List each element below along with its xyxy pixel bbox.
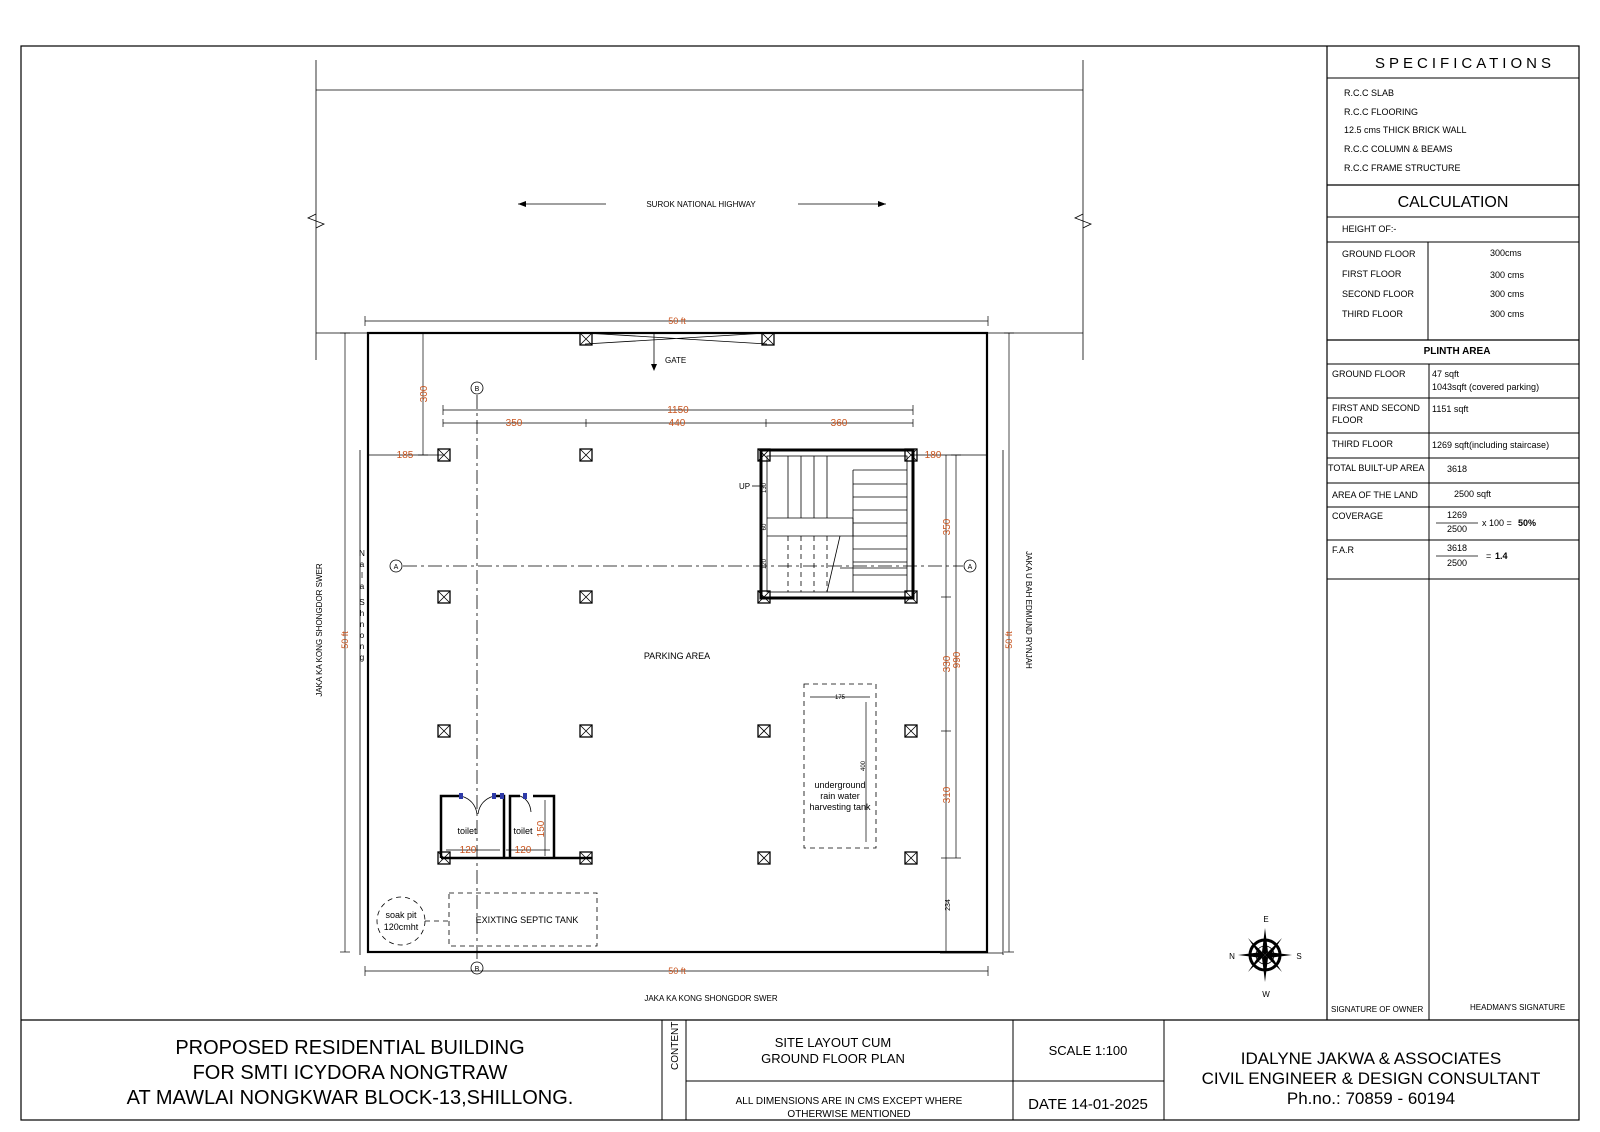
plinth-first-second-label: FLOOR [1332, 415, 1364, 425]
compass-label: S [1296, 952, 1302, 961]
project-title-line: FOR SMTI ICYDORA NONGTRAW [192, 1062, 508, 1084]
column [580, 591, 592, 603]
coverage-denominator: 2500 [1446, 524, 1468, 534]
plinth-first-second-value: 1151 sqft [1432, 404, 1469, 414]
dim-label: 185 [396, 450, 414, 461]
toilets [441, 793, 592, 858]
coverage-result: 50% [1518, 518, 1537, 528]
plinth-land-value: 2500 sqft [1454, 489, 1492, 499]
plinth-ground-value: 1043sqft (covered parking) [1432, 382, 1540, 392]
gate-symbol [585, 333, 767, 344]
nala-letter: o [359, 631, 365, 640]
gate-label: GATE [665, 356, 687, 365]
dim-label: 175 [834, 695, 846, 701]
dim-label: 130 [762, 482, 768, 494]
column [438, 725, 450, 737]
far-numerator: 3618 [1446, 543, 1468, 553]
nala-letter: n [359, 620, 365, 629]
dim-label: 400 [861, 760, 867, 772]
dim-label: 50 ft [668, 316, 686, 326]
plinth-total-value: 3618 [1447, 464, 1468, 474]
height-label: HEIGHT OF:- [1342, 224, 1397, 234]
dim-label: 350 [505, 418, 523, 429]
dim-label: 60 [762, 523, 768, 531]
column [580, 333, 592, 345]
headman-signature-label: HEADMAN'S SIGNATURE [1470, 1003, 1566, 1012]
soak-pit [377, 897, 449, 945]
highway-label: SUROK NATIONAL HIGHWAY [646, 200, 756, 209]
height-value: 300 cms [1490, 270, 1525, 280]
toilet-label: toilet [457, 826, 477, 836]
dim-label: 120 [459, 845, 477, 856]
dimension-bottom-50ft [365, 966, 988, 976]
sheet-content-line: GROUND FLOOR PLAN [761, 1051, 905, 1066]
coverage-multiplier: x 100 = [1482, 518, 1512, 528]
spec-item: R.C.C COLUMN & BEAMS [1344, 144, 1453, 154]
nala-shnong-label [359, 549, 365, 662]
height-value: 300 cms [1490, 309, 1525, 319]
dim-label: 440 [668, 418, 686, 429]
dimension-left-50ft [340, 333, 350, 952]
stair-up-label: UP [739, 482, 751, 491]
dim-label: 990 [952, 651, 963, 669]
spec-item: R.C.C FRAME STRUCTURE [1344, 163, 1461, 173]
height-floor: FIRST FLOOR [1342, 269, 1402, 279]
nala-letter: h [359, 609, 365, 618]
dim-label: 50 ft [668, 966, 686, 976]
firm-role: CIVIL ENGINEER & DESIGN CONSULTANT [1201, 1069, 1541, 1088]
plinth-third-label: THIRD FLOOR [1332, 439, 1394, 449]
nala-letter: l [361, 571, 363, 580]
dimension-top-50ft [365, 316, 988, 326]
grid-bubble-b: B [474, 386, 480, 393]
septic-tank [449, 893, 597, 946]
height-floor: SECOND FLOOR [1342, 289, 1415, 299]
specifications-title: SPECIFICATIONS [1375, 55, 1555, 72]
height-floor: GROUND FLOOR [1342, 249, 1416, 259]
plinth-ground-label: GROUND FLOOR [1332, 369, 1406, 379]
plinth-ground-value: 47 sqft [1432, 369, 1460, 379]
height-floor: THIRD FLOOR [1342, 309, 1404, 319]
column [905, 725, 917, 737]
nala-letter: n [359, 642, 365, 651]
sheet-content-line: SITE LAYOUT CUM [774, 1035, 892, 1050]
nala-letter: N [359, 549, 365, 558]
parking-area-label: PARKING AREA [643, 651, 711, 661]
firm-phone: Ph.no.: 70859 - 60194 [1286, 1089, 1456, 1108]
spec-item: R.C.C FLOORING [1344, 107, 1419, 117]
coverage-numerator: 1269 [1446, 510, 1468, 520]
sheet-border [21, 46, 1579, 1120]
nala-letter: a [359, 560, 365, 569]
column [905, 852, 917, 864]
grid-bubble-b: B [474, 966, 480, 973]
dimensions-note: OTHERWISE MENTIONED [787, 1109, 911, 1120]
firm-name: IDALYNE JAKWA & ASSOCIATES [1240, 1049, 1502, 1068]
content-label: CONTENT [670, 1021, 681, 1070]
soak-pit-label: soak pit [385, 910, 417, 920]
compass-label: E [1263, 915, 1269, 924]
dim-label: 150 [536, 820, 547, 838]
dim-label: 120 [762, 558, 768, 570]
dimension-right-50ft [1004, 333, 1014, 952]
far-equals: = [1486, 551, 1492, 561]
nala-letter: S [359, 598, 365, 607]
dim-label: 234 [945, 899, 952, 911]
dim-label: 180 [924, 450, 942, 461]
grid-bubble-a: A [967, 564, 973, 571]
right-road-label: JAKA U BAH EDMUND RYNJAH [1024, 551, 1033, 669]
dimensions-note: ALL DIMENSIONS ARE IN CMS EXCEPT WHERE [735, 1096, 963, 1107]
grid-lines [390, 382, 976, 974]
column [438, 591, 450, 603]
project-title-line: AT MAWLAI NONGKWAR BLOCK-13,SHILLONG. [126, 1087, 574, 1109]
plinth-land-label: AREA OF THE LAND [1332, 490, 1418, 500]
owner-signature-label: SIGNATURE OF OWNER [1331, 1005, 1424, 1014]
far-denominator: 2500 [1446, 558, 1468, 568]
dim-label: 50 ft [340, 631, 350, 649]
height-value: 300 cms [1490, 289, 1525, 299]
spec-item: R.C.C SLAB [1344, 88, 1395, 98]
nala-letter: g [359, 653, 365, 662]
nala-letter: a [359, 582, 365, 591]
plinth-first-second-label: FIRST AND SECOND [1332, 403, 1420, 413]
column [762, 333, 774, 345]
left-road-label: JAKA KA KONG SHONGDOR SWER [315, 563, 324, 697]
plinth-third-value: 1269 sqft(including staircase) [1432, 440, 1550, 450]
plinth-total-label: TOTAL BUILT-UP AREA [1328, 463, 1425, 473]
compass-label: W [1262, 990, 1270, 999]
spec-item: 12.5 cms THICK BRICK WALL [1344, 125, 1467, 135]
height-value: 300cms [1490, 248, 1522, 258]
column [758, 852, 770, 864]
dim-label: 300 [419, 385, 430, 403]
tank-label: rain water [820, 791, 860, 801]
scale-label: SCALE 1:100 [1048, 1043, 1128, 1058]
rainwater-tank [804, 684, 876, 848]
dim-label: 310 [942, 786, 953, 804]
column [758, 725, 770, 737]
plinth-coverage-label: COVERAGE [1332, 511, 1384, 521]
dim-label: 50 ft [1004, 631, 1014, 649]
column [580, 725, 592, 737]
dim-label: 120 [514, 845, 532, 856]
tank-label: harvesting tank [809, 802, 871, 812]
specifications-panel [1327, 46, 1579, 1020]
soak-pit-label: 120cmht [383, 922, 419, 932]
tank-label: underground [814, 780, 866, 790]
calculation-title: CALCULATION [1397, 194, 1509, 211]
toilet-label: toilet [513, 826, 533, 836]
far-result: 1.4 [1495, 551, 1508, 561]
dim-label: 330 [942, 655, 953, 673]
plinth-title: PLINTH AREA [1423, 346, 1491, 357]
column [580, 449, 592, 461]
staircase [739, 450, 913, 598]
dim-label: 360 [830, 418, 848, 429]
grid-bubble-a: A [393, 564, 399, 571]
title-block [21, 1020, 1579, 1120]
compass-label: N [1229, 952, 1235, 961]
project-title-line: PROPOSED RESIDENTIAL BUILDING [175, 1037, 525, 1059]
septic-tank-label: EXIXTING SEPTIC TANK [475, 915, 579, 925]
dim-label: 350 [942, 518, 953, 536]
bottom-road-label: JAKA KA KONG SHONGDOR SWER [644, 994, 778, 1003]
date-label: DATE 14-01-2025 [1028, 1096, 1148, 1113]
dim-label: 1150 [667, 405, 689, 416]
highway [308, 60, 1091, 360]
compass-icon [1229, 915, 1302, 999]
plinth-far-label: F.A.R [1332, 545, 1355, 555]
